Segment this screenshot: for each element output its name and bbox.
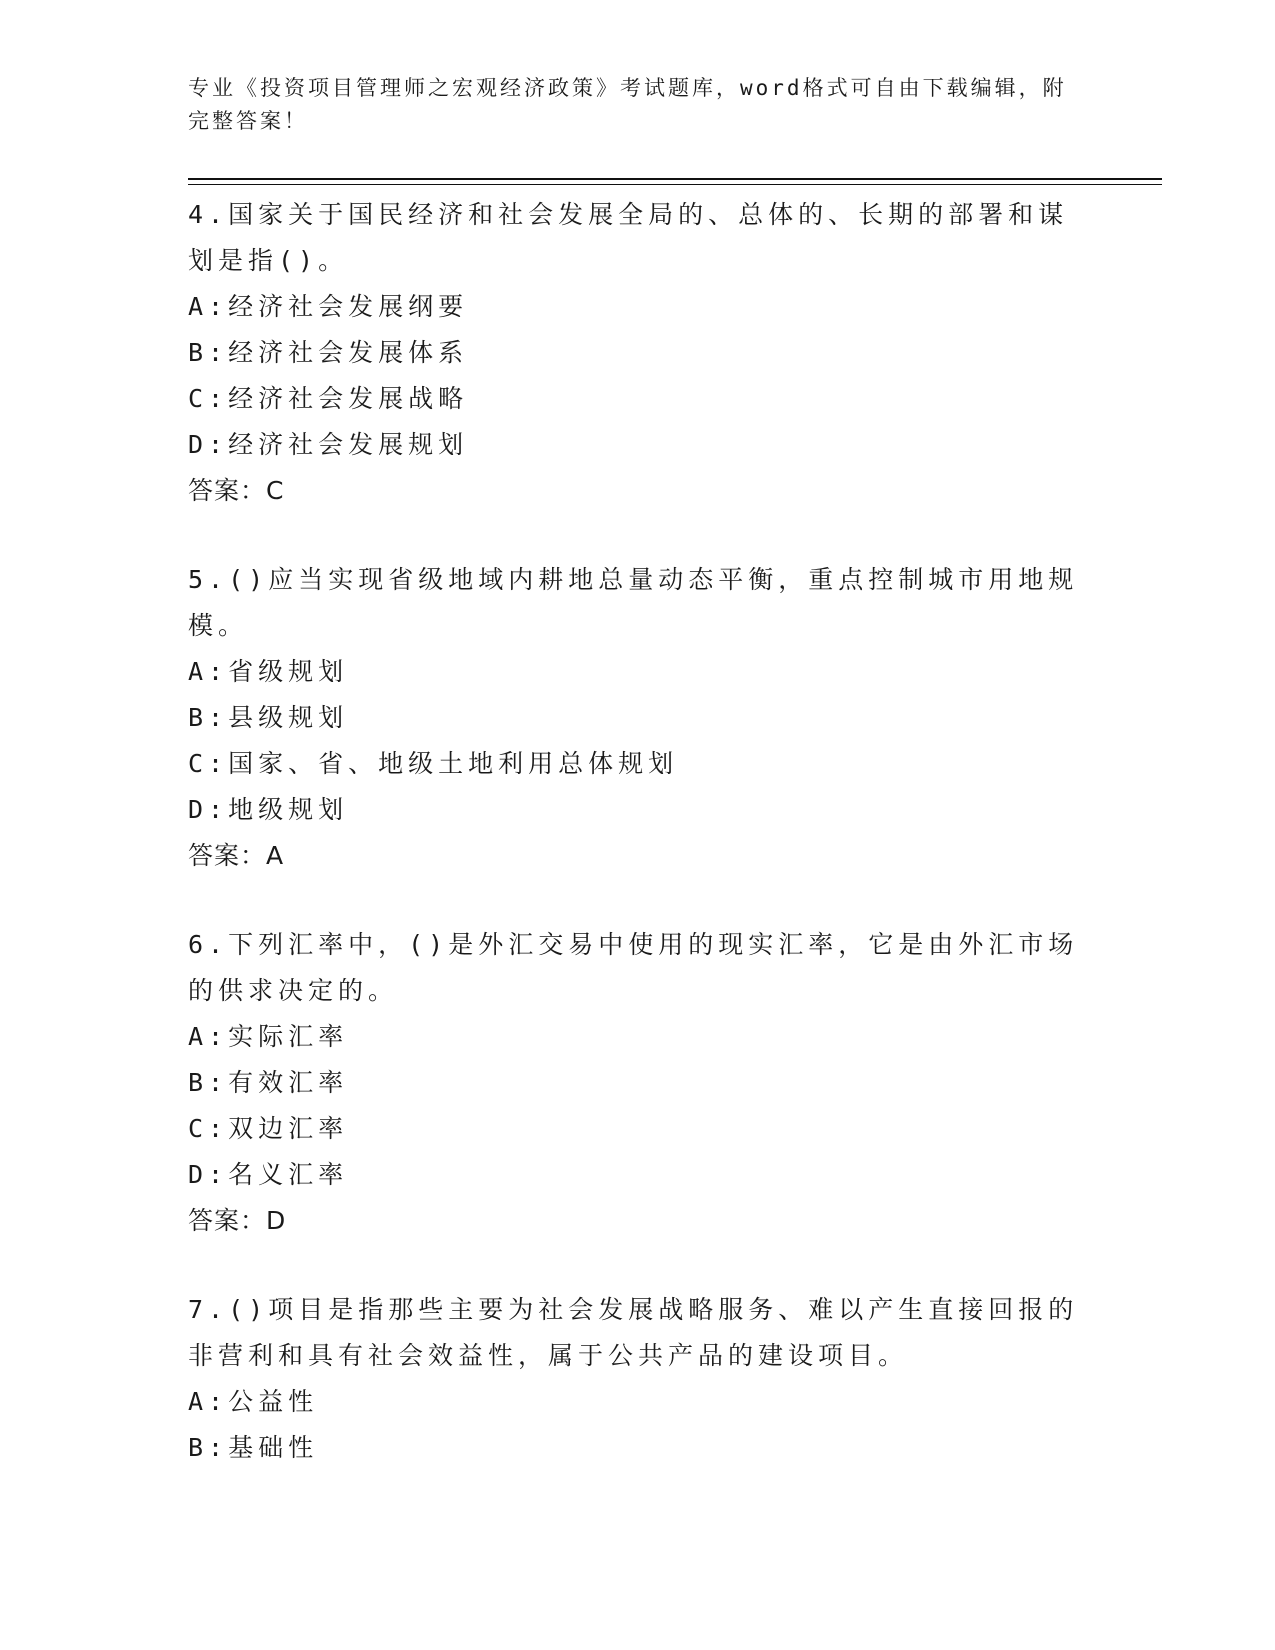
option-text: 经济社会发展规划 [228, 430, 469, 459]
option-a [188, 1014, 1088, 1060]
option-letter: D: [188, 430, 229, 459]
option-d [188, 422, 1088, 468]
option-a [188, 284, 1088, 330]
option-letter: A: [188, 1022, 229, 1051]
option-text: 公益性 [228, 1387, 319, 1416]
question-5 [188, 557, 1088, 879]
question-list [188, 192, 1088, 1514]
option-letter: B: [188, 1068, 229, 1097]
option-a [188, 649, 1088, 695]
option-letter: D: [188, 795, 229, 824]
option-text: 经济社会发展纲要 [228, 292, 469, 321]
option-text: 省级规划 [228, 657, 349, 686]
option-text: 双边汇率 [228, 1114, 349, 1143]
option-letter: B: [188, 1433, 229, 1462]
question-text: 5.()应当实现省级地域内耕地总量动态平衡，重点控制城市用地规模。 [188, 565, 1079, 640]
option-letter: A: [188, 657, 229, 686]
option-text: 基础性 [228, 1433, 319, 1462]
option-d [188, 787, 1088, 833]
option-a [188, 1379, 1088, 1425]
answer-line: 答案：C [188, 476, 285, 505]
option-letter: B: [188, 703, 229, 732]
question-7 [188, 1287, 1088, 1471]
option-text: 经济社会发展战略 [228, 384, 469, 413]
option-letter: C: [188, 384, 229, 413]
option-text: 名义汇率 [228, 1160, 349, 1189]
header-divider-thin [188, 184, 1162, 185]
option-text: 实际汇率 [228, 1022, 349, 1051]
option-letter: A: [188, 1387, 229, 1416]
option-b [188, 695, 1088, 741]
option-text: 县级规划 [228, 703, 349, 732]
question-text: 6.下列汇率中，()是外汇交易中使用的现实汇率，它是由外汇市场的供求决定的。 [188, 930, 1079, 1005]
option-d [188, 1152, 1088, 1198]
question-text: 4.国家关于国民经济和社会发展全局的、总体的、长期的部署和谋划是指()。 [188, 200, 1069, 275]
option-c [188, 376, 1088, 422]
option-text: 经济社会发展体系 [228, 338, 469, 367]
document-header: 专业《投资项目管理师之宏观经济政策》考试题库，word格式可自由下载编辑，附完整答案！ [188, 76, 1067, 133]
header-divider-thick [188, 178, 1162, 180]
option-text: 有效汇率 [228, 1068, 349, 1097]
option-letter: A: [188, 292, 229, 321]
option-c [188, 1106, 1088, 1152]
option-c [188, 741, 1088, 787]
question-text: 7.()项目是指那些主要为社会发展战略服务、难以产生直接回报的非营利和具有社会效益性，属于公共产品的建设项目。 [188, 1295, 1079, 1370]
option-text: 国家、省、地级土地利用总体规划 [228, 749, 679, 778]
option-letter: C: [188, 749, 229, 778]
option-b [188, 1060, 1088, 1106]
answer-line: 答案：A [188, 841, 285, 870]
option-letter: B: [188, 338, 229, 367]
question-6 [188, 922, 1088, 1244]
option-b [188, 1425, 1088, 1471]
answer-line: 答案：D [188, 1206, 287, 1235]
option-b [188, 330, 1088, 376]
option-text: 地级规划 [228, 795, 349, 824]
option-letter: D: [188, 1160, 229, 1189]
question-4 [188, 192, 1088, 514]
option-letter: C: [188, 1114, 229, 1143]
